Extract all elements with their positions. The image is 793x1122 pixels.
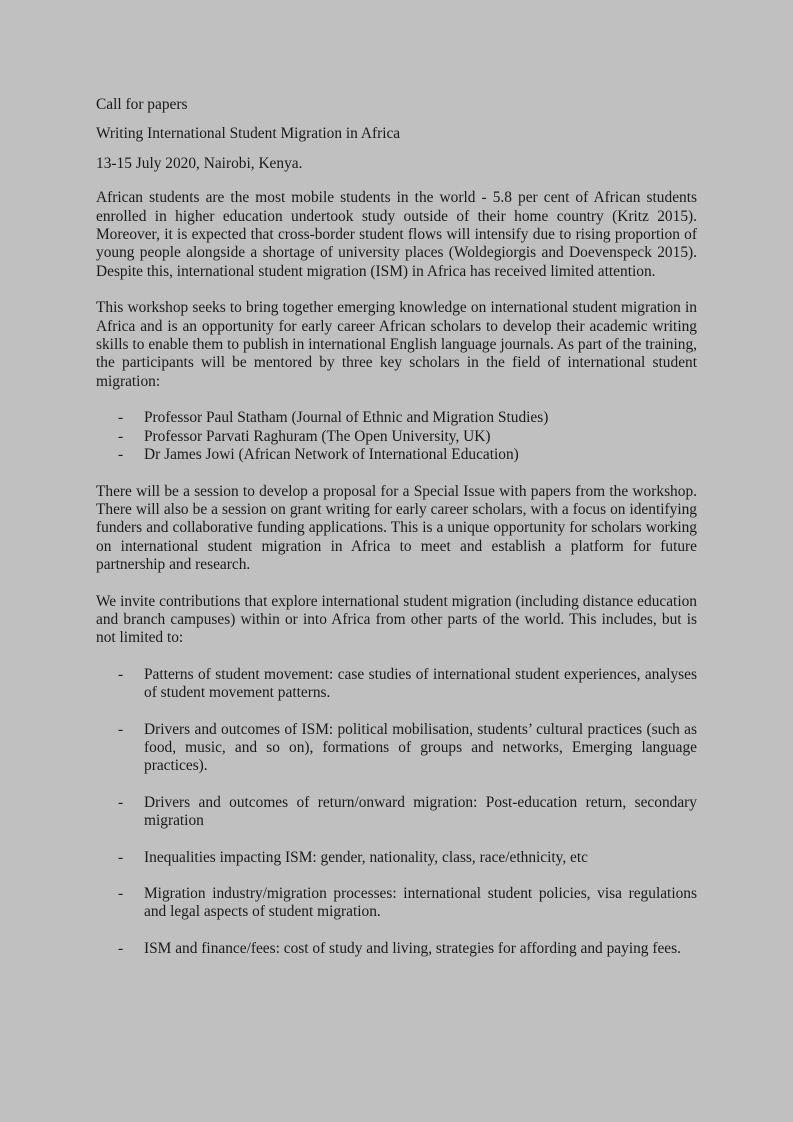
mentor-text: Professor Paul Statham (Journal of Ethnic and Migration Studies): [144, 409, 549, 427]
mentor-list: [96, 409, 697, 464]
list-item: [96, 666, 697, 703]
document-title: Writing International Student Migration in Africa: [96, 125, 401, 143]
session-paragraph: There will be a session to develop a proposal for a Special Issue with papers from the workshop. There will also be a session on grant writing for early career scholars, with a focus on identifying funders and collaborative funding applications. This is a unique opportunity for scholars working on international student migration in Africa to meet and establish a platform for future partnership and research.: [96, 482, 697, 574]
topic-text: Patterns of student movement: case studies of international student experiences, analyses of student movement patterns.: [144, 665, 697, 702]
intro-paragraph: African students are the most mobile students in the world - 5.8 per cent of African students enrolled in higher education undertook study outside of their home country (Kritz 2015). Moreover, it is expected that cross-border student flows will intensify due to rising proportion of young people alongside a shortage of university places (Woldegiorgis and Doevenspeck 2015). Despite this, international student migration (ISM) in Africa has received limited attention.: [96, 189, 697, 280]
list-item: [96, 794, 697, 831]
dash-bullet: -: [118, 720, 124, 738]
topic-text: Drivers and outcomes of return/onward migration: Post-education return, secondary migration: [144, 793, 697, 830]
dash-bullet: -: [118, 793, 124, 811]
list-item: [96, 885, 697, 922]
date-location: 13-15 July 2020, Nairobi, Kenya.: [96, 154, 303, 172]
call-heading: Call for papers: [96, 96, 188, 113]
topic-list: [96, 666, 697, 958]
topic-text: Drivers and outcomes of ISM: political mobilisation, students’ cultural practices (such as food, music, and so on), formations of groups and networks, Emerging language practices).: [144, 720, 697, 775]
dash-bullet: -: [118, 665, 124, 683]
list-item: [96, 428, 697, 446]
dash-bullet: -: [118, 885, 124, 902]
list-item: [96, 446, 697, 464]
document-page: [96, 96, 697, 976]
list-item: [96, 721, 697, 776]
dash-bullet: -: [118, 848, 124, 866]
list-item: [96, 849, 697, 867]
list-item: [96, 940, 697, 958]
topic-text: ISM and finance/fees: cost of study and living, strategies for affording and paying fees.: [144, 939, 681, 957]
list-item: [96, 409, 697, 427]
mentor-text: Dr James Jowi (African Network of International Education): [144, 446, 519, 464]
invite-paragraph: We invite contributions that explore international student migration (including distance education and branch campuses) within or into Africa from other parts of the world. This includes, but is not limited to:: [96, 592, 697, 647]
workshop-paragraph: This workshop seeks to bring together emerging knowledge on international student migration in Africa and is an opportunity for early career African scholars to develop their academic writing skills to enable them to publish in international English language journals. As part of the training, the participants will be mentored by three key scholars in the field of international student migration:: [96, 299, 697, 390]
dash-bullet: -: [118, 446, 124, 464]
mentor-text: Professor Parvati Raghuram (The Open University, UK): [144, 427, 491, 445]
dash-bullet: -: [118, 409, 124, 427]
topic-text: Migration industry/migration processes: international student policies, visa regulations and legal aspects of student migration.: [144, 885, 697, 921]
dash-bullet: -: [118, 939, 124, 957]
topic-text: Inequalities impacting ISM: gender, nationality, class, race/ethnicity, etc: [144, 848, 588, 866]
dash-bullet: -: [118, 427, 124, 445]
